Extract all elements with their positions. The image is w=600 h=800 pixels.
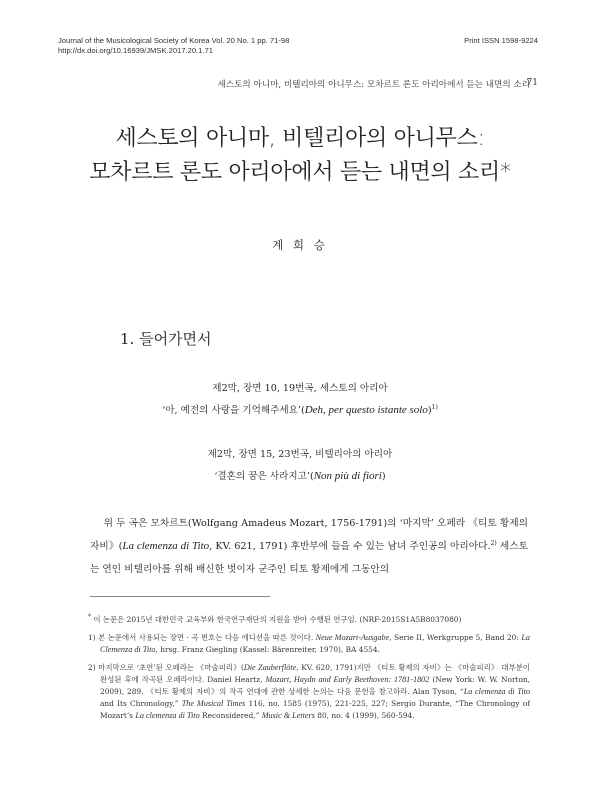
page-number: 71: [526, 78, 538, 88]
body-text: [90, 512, 528, 581]
footnote-divider: [90, 596, 270, 597]
running-head: 세스토의 아니마, 비텔리아의 아니무스: 모차르트 론도 아리아에서 듣는 내면의 소리: [217, 80, 530, 90]
epigraph-1-line-1: 제2막, 장면 10, 19번곡, 세스토의 아리아: [212, 383, 388, 394]
body-paragraph: 위 두 곡은 모차르트(Wolfgang Amadeus Mozart, 1756-1791)의 ‘마지막’ 오페라 《티토 황제의 자비》(La clemenza di Tito, KV. 621, 1791) 후반부에 들을 수 있는 남녀 주인공의 아리아다.$^{2)}$ 세스토는 연인 비텔리아를 위해 배신한 벗이자 군주인 티토 황제에게 그동안의: [90, 518, 528, 575]
issn-label: Print ISSN 1598-9224: [464, 36, 538, 45]
title-line-1: 세스토의 아니마, 비텔리아의 아니무스:: [115, 126, 485, 151]
journal-volume-line: Journal of the Musicological Society of Korea Vol. 20 No. 1 pp. 71-98: [58, 36, 290, 45]
aria-title-italic: Deh, per questo istante solo: [304, 404, 428, 416]
footnote-ref-2[interactable]: 2): [490, 539, 497, 547]
epigraph-2-line-2: ‘결혼의 꿈은 사라지고’(Non più di fiori): [214, 470, 386, 482]
title-line-2: 모차르트 론도 아리아에서 듣는 내면의 소리*: [89, 160, 511, 185]
footnote-2: 2) 마지막으로 ‘초연’된 오페라는 《마술피리》(Die Zauberflöte, KV. 620, 1791)지만 《티토 황제의 자비》는 《마술피리》 대부분이 완성된 후에 작곡된 오페라이다. Daniel Heartz, Mozart, Haydn and Early Beethoven: 1781-1802 (New York: W. W. Norton, 2009), 289. 《티토 황제의 자비》의 작곡 연대에 관한 상세한 논의는 다음 문헌을 참고하라. Alan Tyson, “La clemenza di Tito and Its Chronology,” The Musical Times 116, no. 1585 (1975), 221-225, 227; Sergio Durante, “The Chronology of Mozart’s La clemenza di Tito Reconsidered,” Music & Letters 80, no. 4 (1999), 560-594.: [88, 663, 531, 720]
section-heading: 1. 들어가면서: [120, 330, 212, 348]
footnote-1: 1) 본 논문에서 사용되는 장면 · 곡 번호는 다음 에디션을 따른 것이다. Neue Mozart-Ausgabe, Serie II, Werkgruppe 5, Band 20: La Clemenza di Tito, hrsg. Franz Giegling (Kassel: Bärenreiter, 1970), BA 4554.: [88, 633, 530, 654]
epigraph-2-line-1: 제2막, 장면 15, 23번곡, 비텔리아의 아리아: [207, 449, 393, 460]
epigraph-1-line-2: ‘아, 예전의 사랑을 기억해주세요’(Deh, per questo istante solo)$^{1)}$: [162, 403, 438, 416]
journal-citation: [58, 36, 289, 56]
footnote-ref-1[interactable]: 1): [431, 403, 438, 411]
footnote-star: * 이 논문은 2015년 대한민국 교육부와 한국연구재단의 지원을 받아 수행된 연구임. (NRF-2015S1A5B8037080): [88, 613, 462, 624]
footnotes: [88, 614, 530, 728]
aria-title-italic: Non più di fiori: [313, 470, 382, 482]
paper-title: [0, 122, 600, 190]
doi-link[interactable]: http://dx.doi.org/10.16939/JMSK.2017.20.1.71: [58, 46, 213, 55]
author-name: 계 희 승: [272, 238, 328, 252]
